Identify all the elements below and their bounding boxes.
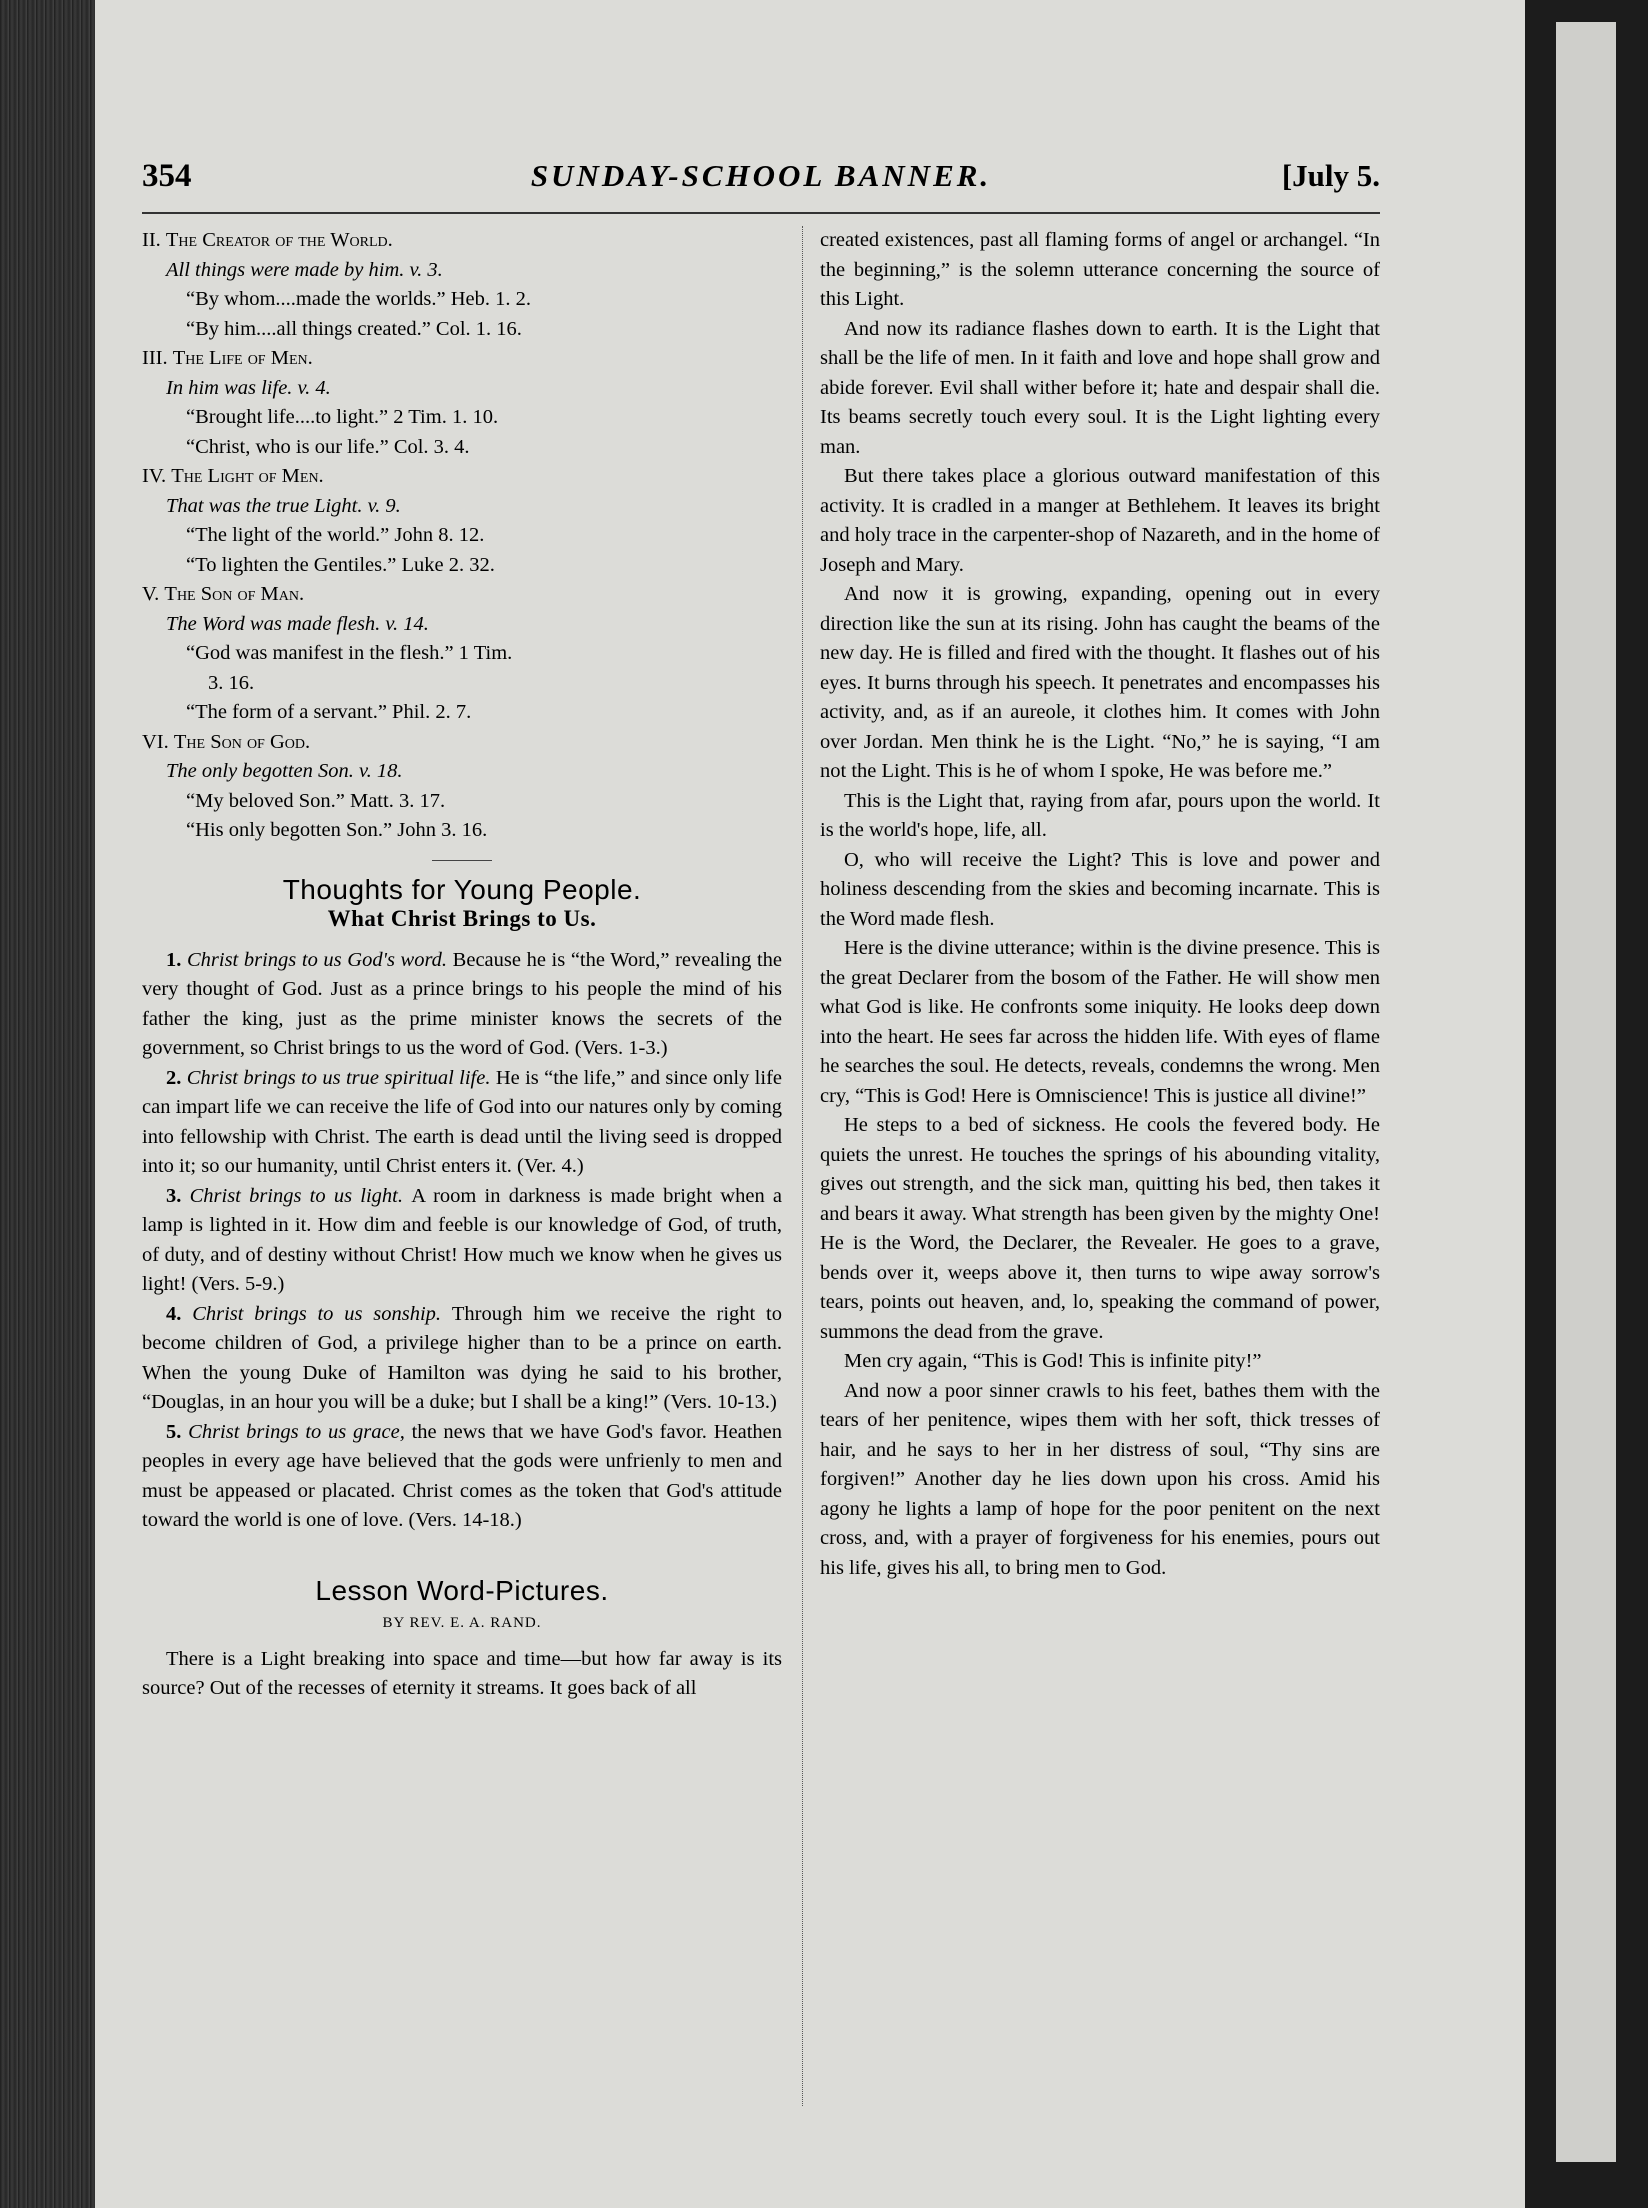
thoughts-subtitle: What Christ Brings to Us. [327,906,597,931]
point-text: Because he is “the Word,” revealing the very thought of God. Just as a prince brings to his people the mind of his father the king, just as the prime minister knows the secrets of the government, so Christ brings to us the word of God. (Vers. 1-3.) [142,948,782,1059]
outline-item [142,344,782,374]
word-pictures-paragraph: Here is the divine utterance; within is the divine presence. This is the great Declarer from the bosom of the Father. He will show men what God is like. He confronts some iniquity. He looks deep down into the heart. He sees far across the hidden life. With eyes of flame he searches the soul. He detects, reveals, condemns the wrong. Men cry, “This is God! Here is Omniscience! This is justice all divine!” [820,937,1380,1107]
outline-item: That was the true Light. v. 9. [166,494,401,517]
outline-heading: The Son of God. [173,730,311,753]
outline-numeral: V. [142,583,165,605]
word-pictures-paragraph: This is the Light that, raying from afar, pours upon the world. It is the world's hope, life, all. [820,789,1380,841]
outline-item: The Word was made flesh. v. 14. [166,612,429,635]
outline-item [142,580,782,610]
word-pictures-paragraph: There is a Light breaking into space and time—but how far away is its source? Out of the recesses of eternity it streams. It goes back of all [142,1647,782,1699]
outline-item: All things were made by him. v. 3. [166,258,443,281]
word-pictures-paragraph: created existences, past all flaming forms of angel or archangel. “In the beginning,” is the solemn utterance concerning the source of this Light. [820,229,1380,310]
point-number: 1. [166,948,187,971]
outline-item: “His only begotten Son.” John 3. 16. [186,819,488,841]
word-pictures-paragraph: He steps to a bed of sickness. He cools the fevered body. He quiets the unrest. He touches the springs of his abounding vitality, gives out strength, and the sick man, quitting his bed, then takes it and bears it away. What strength has been given by the mighty One! He is the Word, the Declarer, the Revealer. He goes to a grave, bends over it, weeps above it, then turns to wipe away sorrow's tears, points out heaven, and, lo, speaking the command of power, summons the dead from the grave. [820,1114,1380,1343]
outline-item: “The light of the world.” John 8. 12. [186,524,485,546]
outline-item: “God was manifest in the flesh.” 1 Tim. [186,642,513,664]
issue-date: [July 5. [1281,158,1380,193]
outline-item: “By him....all things created.” Col. 1. 16. [186,317,522,340]
outline-item: In him was life. v. 4. [166,376,331,399]
outline-numeral: VI. [142,730,174,753]
outline-heading: The Son of Man. [164,583,305,605]
outline-item: “To lighten the Gentiles.” Luke 2. 32. [186,553,495,576]
running-title: SUNDAY-SCHOOL BANNER. [530,158,992,193]
left-column [142,226,782,1704]
outline-item: “By whom....made the worlds.” Heb. 1. 2. [186,288,532,310]
word-pictures-paragraph: And now it is growing, expanding, opening out in every direction like the sun at its rising. John has caught the beams of the new day. He is filled and fired with the thought. It flashes out of his eyes. It burns through his speech. It penetrates and encompasses his activity, and, as if an aureole, it clothes him. It comes with John over Jordan. Men think he is the Light. “No,” he is saying, “I am not the Light. This is he of whom I spoke, He was before me.” [820,583,1380,782]
thought-point [142,1064,782,1182]
point-lead: Christ brings to us sonship. [192,1302,452,1325]
outline-heading: The Life of Men. [172,347,313,369]
point-number: 2. [166,1066,187,1089]
point-number: 4. [166,1302,193,1325]
outline-item [142,226,782,256]
point-text: Through him we receive the right to become children of God, a privilege higher than to be a prince on earth. When the young Duke of Hamilton was dying he said to his brother, “Douglas, in an hour you will be a duke; but I shall be a king!” (Vers. 10-13.) [142,1302,782,1413]
thought-point [142,1182,782,1300]
page-number: 354 [142,158,192,194]
outline-heading: The Light of Men. [171,465,324,487]
word-pictures-paragraph: But there takes place a glorious outward manifestation of this activity. It is cradled in a manger at Bethlehem. It leaves its bright and holy trace in the carpenter-shop of Nazareth, and in the home of Joseph and Mary. [820,465,1380,576]
thought-point [142,946,782,1064]
outline-item: “Christ, who is our life.” Col. 3. 4. [186,435,470,458]
outline-item: 3. 16. [208,671,255,694]
word-pictures-title: Lesson Word-Pictures. [315,1574,609,1606]
point-lead: Christ brings to us true spiritual life. [186,1066,496,1089]
point-number: 3. [166,1184,190,1207]
point-number: 5. [166,1420,189,1443]
word-pictures-paragraph: And now a poor sinner crawls to his feet, bathes them with the tears of her penitence, wipes them with her soft, thick tresses of hair, and he says to her in her distress of soul, “Thy sins are forgiven!” Another day he lies down upon his cross. Amid his agony he lights a lamp of hope for the poor penitent on the next cross, and, with a prayer of forgiveness for his enemies, pours out his life, gives his all, to bring men to God. [820,1379,1380,1579]
outline-numeral: III. [142,347,173,369]
outline-item: The only begotten Son. v. 18. [166,760,403,782]
thoughts-title: Thoughts for Young People. [282,873,642,905]
point-text: He is “the life,” and since only life can impart life we can receive the life of God into our natures only by coming into fellowship with Christ. The earth is dead until the living seed is dropped into it; so our humanity, until Christ enters it. (Ver. 4.) [142,1066,782,1177]
outline-numeral: II. [142,229,166,251]
outline-numeral: IV. [142,465,172,487]
point-text: A room in darkness is made bright when a lamp is lighted in it. How dim and feeble is our knowledge of God, of truth, of duty, and of destiny without Christ! How much we know when he gives us light! (Vers. 5-9.) [142,1184,782,1295]
outline-item: “My beloved Son.” Matt. 3. 17. [186,789,446,812]
outline-item: “Brought life....to light.” 2 Tim. 1. 10. [186,406,499,428]
outline-heading: The Creator of the World. [165,229,393,251]
facing-page-edge [1556,22,1616,2162]
outline-item: “The form of a servant.” Phil. 2. 7. [186,701,472,723]
byline: BY REV. E. A. RAND. [382,1615,542,1631]
point-lead: Christ brings to us God's word. [186,948,453,971]
column-divider [802,226,803,2106]
point-lead: Christ brings to us grace, [188,1420,412,1443]
word-pictures-paragraph: O, who will receive the Light? This is love and power and holiness descending from the skies and becoming incarnate. This is the Word made flesh. [820,848,1380,930]
header-rule [142,212,1380,214]
right-column [820,226,1380,1583]
running-header [142,158,1380,200]
outline-item [142,728,782,758]
thoughts-points [142,946,782,1536]
point-lead: Christ brings to us light. [189,1184,412,1207]
point-text: the news that we have God's favor. Heathen peoples in every age have believed that the gods were unfrienly to men and must be appeased or placated. Christ comes as the token that God's attitude toward the world is one of love. (Vers. 14-18.) [142,1420,782,1531]
word-pictures-paragraph: And now its radiance flashes down to earth. It is the Light that shall be the life of men. In it faith and love and hope shall grow and abide forever. Evil shall wither before it; hate and despair shall die. Its beams secretly touch every soul. It is the Light lighting every man. [820,317,1380,458]
thought-point [142,1418,782,1536]
word-pictures-continued [820,226,1380,1583]
outline-item [142,462,782,492]
section-divider [432,860,492,861]
lesson-outline [142,226,782,846]
word-pictures-paragraph: Men cry again, “This is God! This is infinite pity!” [844,1350,1262,1372]
thought-point [142,1300,782,1418]
